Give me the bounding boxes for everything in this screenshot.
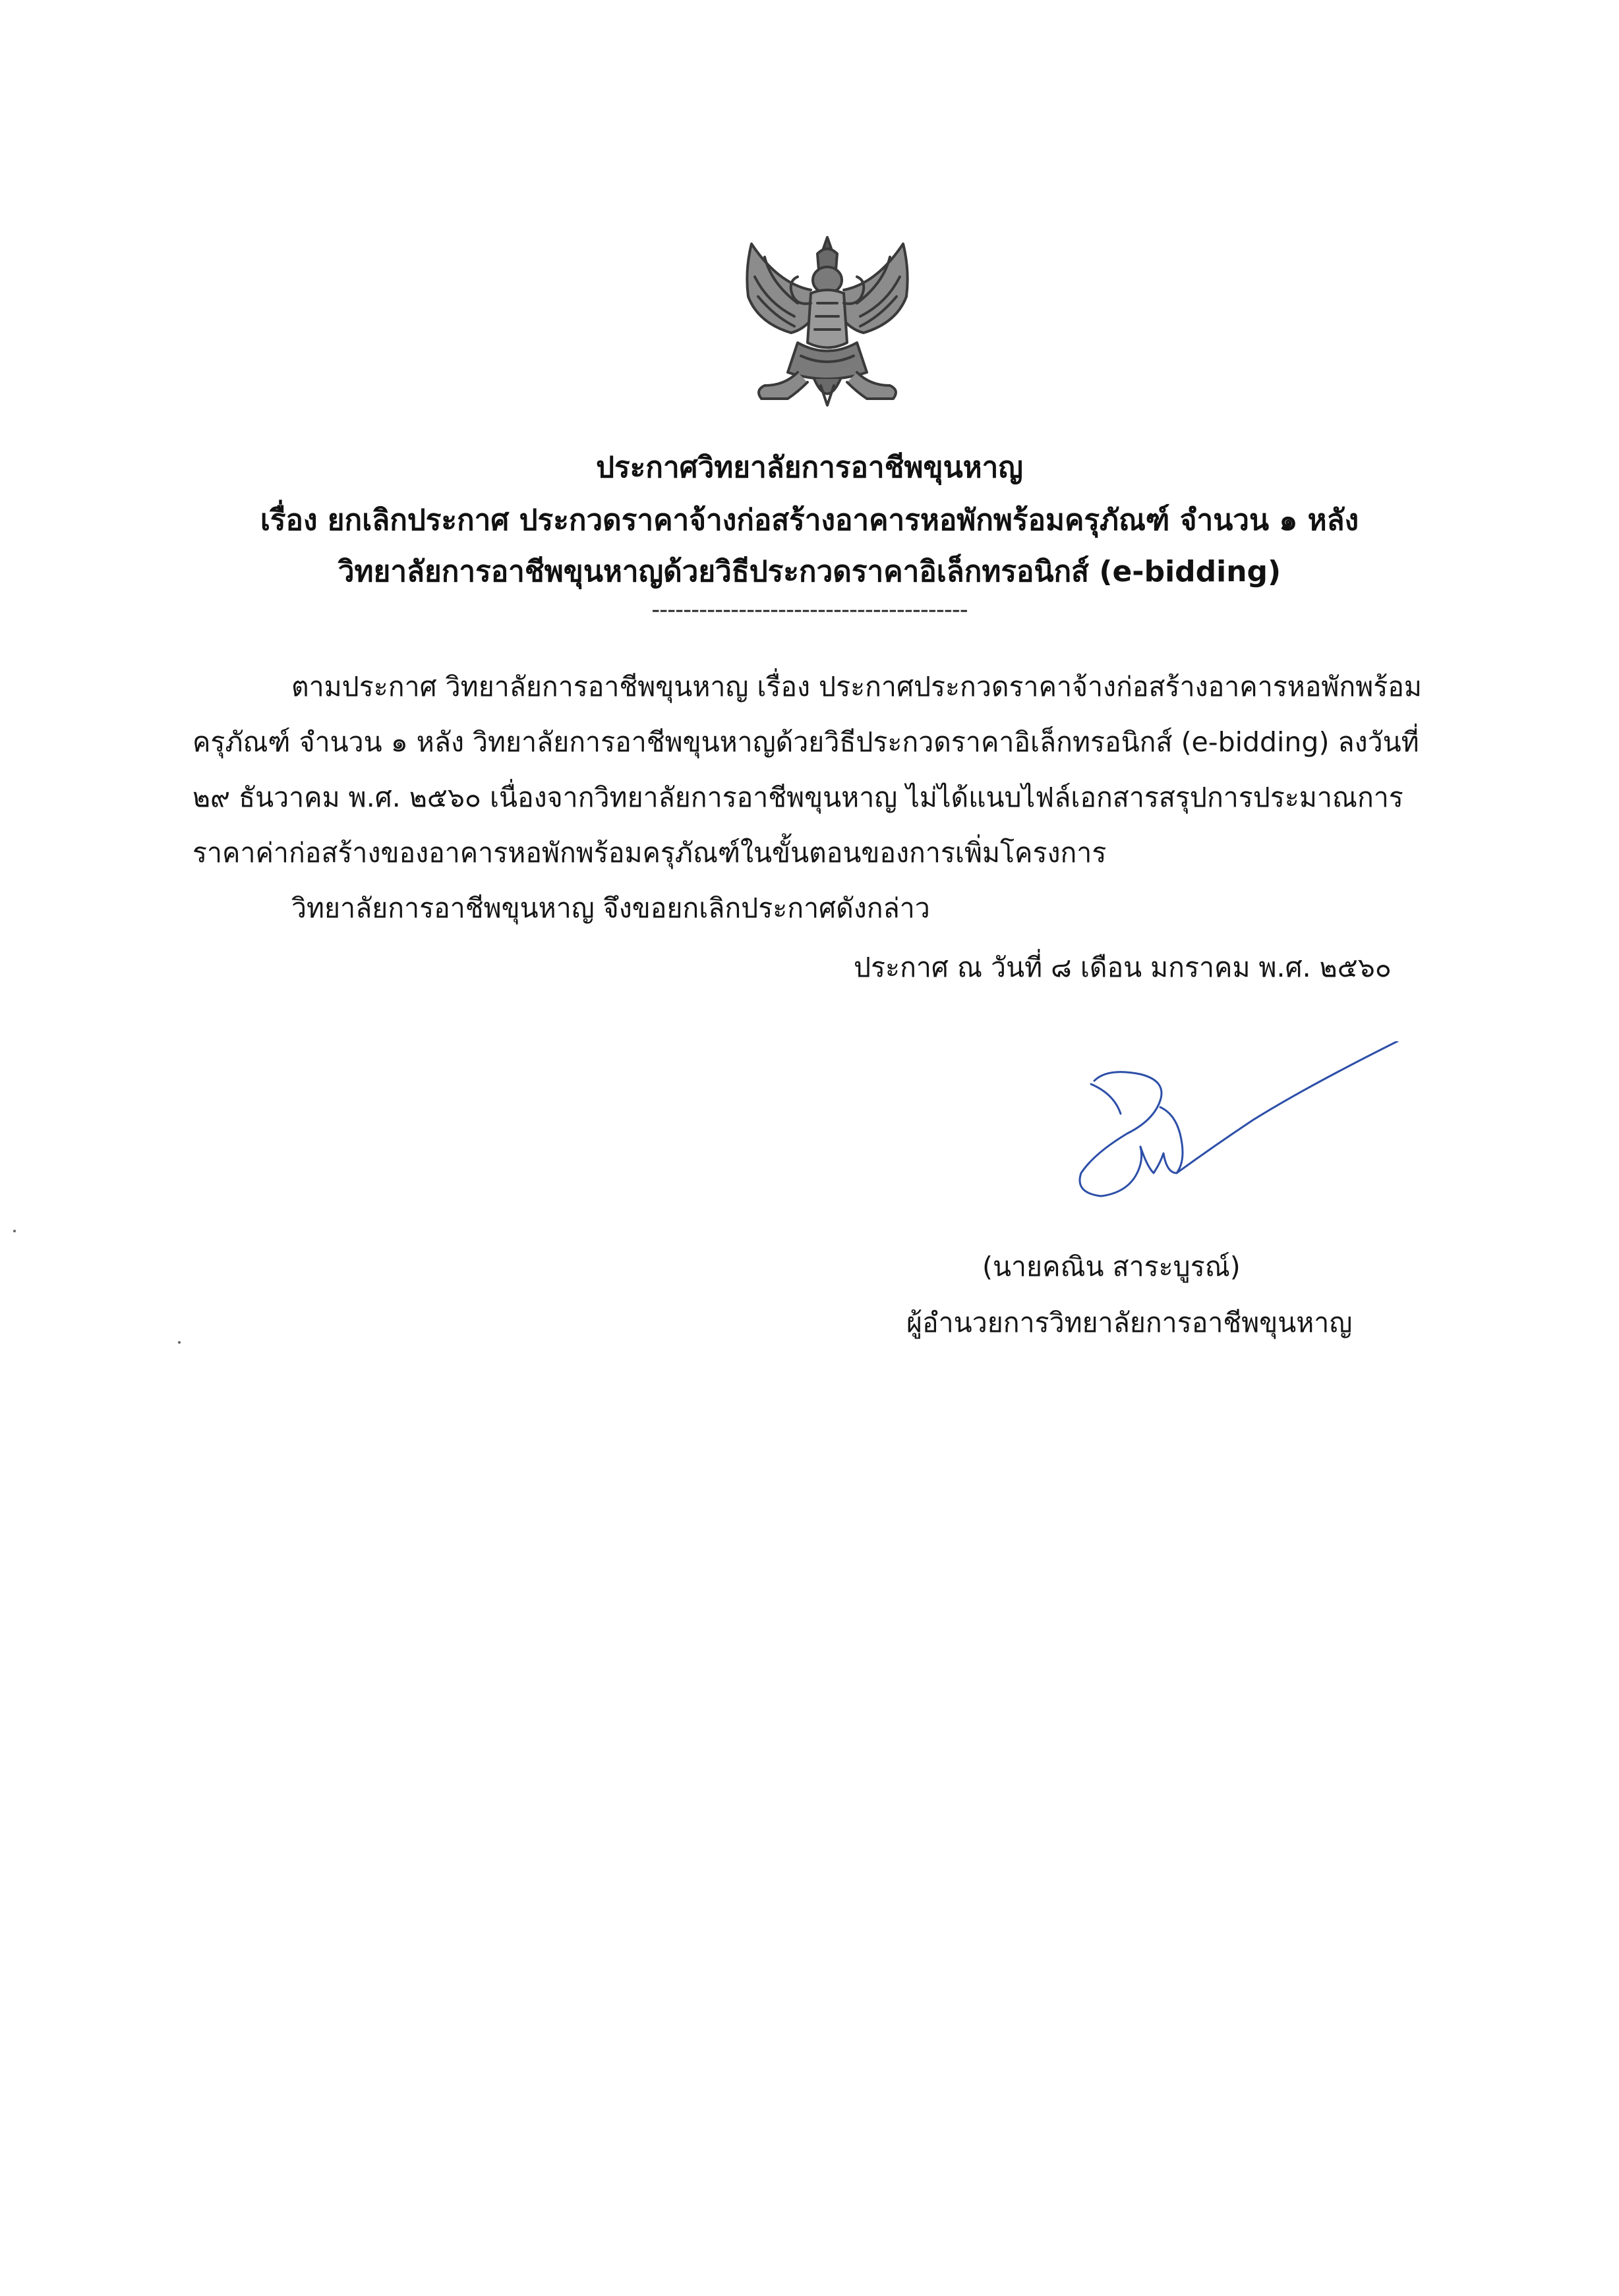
scan-speck (13, 1230, 16, 1232)
signer-name: (นายคณิน สาระบูรณ์) (982, 1251, 1241, 1282)
body-paragraph-line: ราคาค่าก่อสร้างของอาคารหอพักพร้อมครุภัณฑ์ในขั้นตอนของการเพิ่มโครงการ (192, 837, 1107, 869)
garuda-emblem-icon (725, 217, 929, 415)
heading-divider: ---------------------------------------- (651, 596, 968, 623)
announcement-subject-continued: วิทยาลัยการอาชีพขุนหาญด้วยวิธีประกวดราคาอิเล็กทรอนิกส์ (e-bidding) (338, 555, 1281, 588)
cancellation-statement: วิทยาลัยการอาชีพขุนหาญ จึงขอยกเลิกประกาศดังกล่าว (291, 892, 930, 924)
handwritten-signature (1028, 1041, 1411, 1239)
announcement-subject: เรื่อง ยกเลิกประกาศ ประกวดราคาจ้างก่อสร้างอาคารหอพักพร้อมครุภัณฑ์ จำนวน ๑ หลัง (260, 503, 1359, 537)
body-paragraph-line: ๒๙ ธันวาคม พ.ศ. ๒๕๖๐ เนื่องจากวิทยาลัยการอาชีพขุนหาญ ไม่ได้แนบไฟล์เอกสารสรุปการประมาณการ (192, 782, 1403, 813)
body-paragraph-line: ตามประกาศ วิทยาลัยการอาชีพขุนหาญ เรื่อง ประกาศประกวดราคาจ้างก่อสร้างอาคารหอพักพร้อม (291, 671, 1422, 703)
announcement-heading: ประกาศวิทยาลัยการอาชีพขุนหาญ (596, 451, 1023, 484)
signer-position: ผู้อำนวยการวิทยาลัยการอาชีพขุนหาญ (906, 1307, 1353, 1338)
announcement-date: ประกาศ ณ วันที่ ๘ เดือน มกราคม พ.ศ. ๒๕๖๐ (854, 952, 1392, 983)
body-paragraph-line: ครุภัณฑ์ จำนวน ๑ หลัง วิทยาลัยการอาชีพขุนหาญด้วยวิธีประกวดราคาอิเล็กทรอนิกส์ (e-bidding) ลงวันที่ (192, 726, 1419, 758)
scan-speck (178, 1341, 181, 1344)
